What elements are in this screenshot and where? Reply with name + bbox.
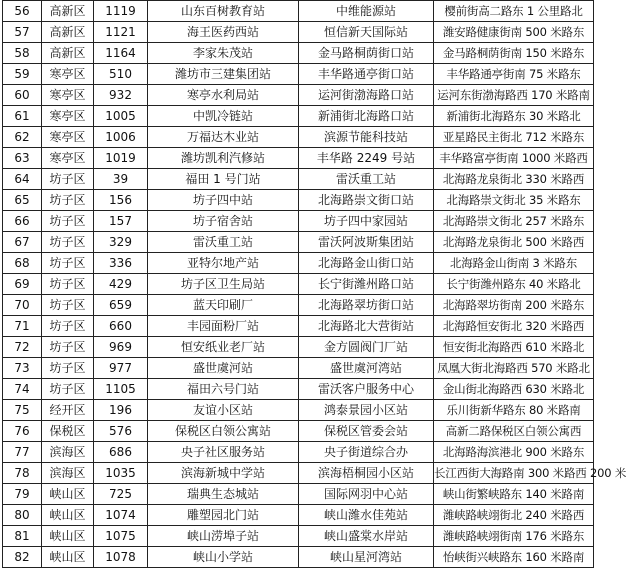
district-cell: 坊子区 [42,253,94,274]
bus-stop-cell: 金马路桐荫街口站 [299,43,434,64]
bus-stop-cell: 盛世虞河湾站 [299,358,434,379]
bus-stop-cell: 国际网羽中心站 [299,484,434,505]
table-row [3,85,594,106]
row-number-cell: 62 [3,127,42,148]
station-code-cell: 932 [94,85,148,106]
station-code-cell: 156 [94,190,148,211]
table-row [3,43,594,64]
district-cell: 滨海区 [42,442,94,463]
district-cell: 寒亭区 [42,64,94,85]
station-name-cell: 福田 1 号门站 [148,169,299,190]
table-row [3,358,594,379]
bus-stop-cell: 鸿泰景园小区站 [299,400,434,421]
district-cell: 坊子区 [42,169,94,190]
station-code-cell: 510 [94,64,148,85]
table-row [3,64,594,85]
table-row [3,190,594,211]
district-cell: 峡山区 [42,505,94,526]
row-number-cell: 79 [3,484,42,505]
station-code-cell: 1119 [94,1,148,22]
district-cell: 峡山区 [42,484,94,505]
bus-stop-cell: 滨海梧桐园小区站 [299,463,434,484]
station-code-cell: 429 [94,274,148,295]
row-number-cell: 66 [3,211,42,232]
station-name-cell: 海王医药西站 [148,22,299,43]
district-cell: 滨海区 [42,463,94,484]
table-row [3,253,594,274]
station-name-cell: 坊子区卫生局站 [148,274,299,295]
location-cell: 北海路翠坊街南 200 米路东 [434,295,594,316]
station-name-cell: 万福达木业站 [148,127,299,148]
row-number-cell: 68 [3,253,42,274]
district-cell: 寒亭区 [42,85,94,106]
location-cell: 北海路龙泉街北 500 米路西 [434,232,594,253]
table-row [3,1,594,22]
station-code-cell: 1075 [94,526,148,547]
location-cell: 北海路海滨港北 900 米路东 [434,442,594,463]
table-row [3,442,594,463]
location-cell: 金山街北海路西 630 米路北 [434,379,594,400]
location-cell: 运河东街渤海路西 170 米路南 [434,85,594,106]
table-row [3,127,594,148]
bus-stop-cell: 恒信新天国际站 [299,22,434,43]
district-cell: 高新区 [42,43,94,64]
district-cell: 峡山区 [42,526,94,547]
row-number-cell: 61 [3,106,42,127]
station-name-cell: 滨海新城中学站 [148,463,299,484]
station-table-body [3,1,626,568]
location-cell: 丰华路富亭街南 1000 米路西 [434,148,594,169]
station-name-cell: 潍坊凯利汽修站 [148,148,299,169]
station-name-cell: 蓝天印刷厂 [148,295,299,316]
station-code-cell: 1105 [94,379,148,400]
bus-stop-cell: 北海路北大营街站 [299,316,434,337]
location-cell: 怡峡街兴峡路东 160 米路南 [434,547,594,568]
location-cell: 潍峡路峡翊街北 240 米路西 [434,505,594,526]
location-cell: 峡山街繁峡路东 140 米路南 [434,484,594,505]
bus-stop-cell: 滨源节能科技站 [299,127,434,148]
location-cell: 樱前街高二路东 1 公里路北 [434,1,594,22]
station-code-cell: 1074 [94,505,148,526]
bus-stop-cell: 雷沃阿波斯集团站 [299,232,434,253]
station-name-cell: 寒亭水利局站 [148,85,299,106]
bus-stop-cell: 坊子四中家园站 [299,211,434,232]
station-code-cell: 725 [94,484,148,505]
row-number-cell: 64 [3,169,42,190]
district-cell: 坊子区 [42,316,94,337]
location-cell: 北海路龙泉街北 330 米路西 [434,169,594,190]
row-number-cell: 76 [3,421,42,442]
station-name-cell: 丰园面粉厂站 [148,316,299,337]
location-cell: 北海路崇文街北 257 米路东 [434,211,594,232]
row-number-cell: 73 [3,358,42,379]
bus-stop-cell: 金方圆阀门厂站 [299,337,434,358]
station-name-cell: 峡山小学站 [148,547,299,568]
station-code-cell: 576 [94,421,148,442]
row-number-cell: 70 [3,295,42,316]
district-cell: 坊子区 [42,295,94,316]
district-cell: 寒亭区 [42,106,94,127]
table-row [3,232,594,253]
district-cell: 峡山区 [42,547,94,568]
row-number-cell: 74 [3,379,42,400]
station-name-cell: 亚特尔地产站 [148,253,299,274]
table-row [3,484,594,505]
station-name-cell: 中凯冷链站 [148,106,299,127]
table-row [3,274,594,295]
location-cell: 北海路恒安街北 320 米路西 [434,316,594,337]
station-name-cell: 坊子宿舍站 [148,211,299,232]
district-cell: 经开区 [42,400,94,421]
location-cell: 北海路金山街南 3 米路东 [434,253,594,274]
table-row [3,316,594,337]
district-cell: 高新区 [42,1,94,22]
bus-stop-cell: 丰华路 2249 号站 [299,148,434,169]
table-row [3,379,594,400]
table-row [3,22,594,43]
station-name-cell: 李家朱茂站 [148,43,299,64]
row-number-cell: 67 [3,232,42,253]
bus-stop-cell: 保税区管委会站 [299,421,434,442]
station-name-cell: 福田六号门站 [148,379,299,400]
district-cell: 保税区 [42,421,94,442]
station-code-cell: 1005 [94,106,148,127]
bus-stop-cell: 雷沃重工站 [299,169,434,190]
station-code-cell: 659 [94,295,148,316]
station-name-cell: 雕塑园北门站 [148,505,299,526]
bus-stop-cell: 中维能源站 [299,1,434,22]
bus-stop-cell: 北海路翠坊街口站 [299,295,434,316]
row-number-cell: 71 [3,316,42,337]
row-number-cell: 58 [3,43,42,64]
location-cell: 北海路崇文街北 35 米路东 [434,190,594,211]
station-name-cell: 潍坊市三建集团站 [148,64,299,85]
station-code-cell: 196 [94,400,148,421]
location-cell: 恒安街北海路西 610 米路北 [434,337,594,358]
bus-stop-cell: 运河街渤海路口站 [299,85,434,106]
row-number-cell: 69 [3,274,42,295]
table-row [3,337,594,358]
table-row [3,421,594,442]
row-number-cell: 78 [3,463,42,484]
station-code-cell: 977 [94,358,148,379]
row-number-cell: 56 [3,1,42,22]
location-cell: 亚星路民主街北 712 米路东 [434,127,594,148]
station-code-cell: 1121 [94,22,148,43]
station-code-cell: 1006 [94,127,148,148]
table-row [3,148,594,169]
station-code-cell: 39 [94,169,148,190]
station-code-cell: 969 [94,337,148,358]
station-name-cell: 坊子四中站 [148,190,299,211]
location-cell: 金马路桐荫街南 150 米路东 [434,43,594,64]
location-cell: 潍峡路峡翊街南 176 米路东 [434,526,594,547]
table-row [3,295,594,316]
location-cell: 长江西街大海路南 300 米路西 200 米 [434,463,594,484]
station-table [2,0,626,568]
bus-stop-cell: 雷沃客户服务中心 [299,379,434,400]
station-code-cell: 686 [94,442,148,463]
station-code-cell: 660 [94,316,148,337]
district-cell: 坊子区 [42,232,94,253]
location-cell: 潍安路健康街南 500 米路东 [434,22,594,43]
location-cell: 凤凰大街北海路西 570 米路北 [434,358,594,379]
row-number-cell: 63 [3,148,42,169]
station-name-cell: 雷沃重工站 [148,232,299,253]
station-code-cell: 329 [94,232,148,253]
location-cell: 长宁街潍州路东 40 米路北 [434,274,594,295]
bus-stop-cell: 丰华路通亭街口站 [299,64,434,85]
station-name-cell: 山东百树教育站 [148,1,299,22]
bus-stop-cell: 峡山潍水佳苑站 [299,505,434,526]
station-code-cell: 1035 [94,463,148,484]
row-number-cell: 81 [3,526,42,547]
station-code-cell: 157 [94,211,148,232]
district-cell: 坊子区 [42,358,94,379]
row-number-cell: 60 [3,85,42,106]
table-row [3,211,594,232]
station-code-cell: 336 [94,253,148,274]
district-cell: 坊子区 [42,379,94,400]
table-row [3,505,594,526]
row-number-cell: 80 [3,505,42,526]
location-cell: 高新二路保税区白领公寓西 [434,421,594,442]
location-cell: 新浦街北海路东 30 米路北 [434,106,594,127]
district-cell: 坊子区 [42,211,94,232]
row-number-cell: 82 [3,547,42,568]
district-cell: 寒亭区 [42,148,94,169]
station-name-cell: 瑞典生态城站 [148,484,299,505]
table-row [3,547,594,568]
station-name-cell: 保税区白领公寓站 [148,421,299,442]
bus-stop-cell: 新浦街北海路口站 [299,106,434,127]
row-number-cell: 72 [3,337,42,358]
station-name-cell: 峡山涝埠子站 [148,526,299,547]
district-cell: 坊子区 [42,337,94,358]
table-row [3,169,594,190]
station-name-cell: 盛世虞河站 [148,358,299,379]
bus-stop-cell: 央子街道综合办 [299,442,434,463]
district-cell: 坊子区 [42,274,94,295]
row-number-cell: 75 [3,400,42,421]
district-cell: 寒亭区 [42,127,94,148]
row-number-cell: 59 [3,64,42,85]
station-table-sheet [2,0,626,573]
table-row [3,400,594,421]
bus-stop-cell: 北海路崇文街口站 [299,190,434,211]
row-number-cell: 57 [3,22,42,43]
station-name-cell: 央子社区服务站 [148,442,299,463]
table-row [3,526,594,547]
table-row [3,463,594,484]
station-name-cell: 恒安纸业老厂站 [148,337,299,358]
location-cell: 乐川街新华路东 80 米路南 [434,400,594,421]
district-cell: 坊子区 [42,190,94,211]
bus-stop-cell: 长宁街潍州路口站 [299,274,434,295]
table-row [3,106,594,127]
station-code-cell: 1078 [94,547,148,568]
station-name-cell: 友谊小区站 [148,400,299,421]
station-code-cell: 1164 [94,43,148,64]
station-code-cell: 1019 [94,148,148,169]
row-number-cell: 77 [3,442,42,463]
location-cell: 丰华路通亭街南 75 米路东 [434,64,594,85]
bus-stop-cell: 峡山星河湾站 [299,547,434,568]
row-number-cell: 65 [3,190,42,211]
bus-stop-cell: 北海路金山街口站 [299,253,434,274]
district-cell: 高新区 [42,22,94,43]
bus-stop-cell: 峡山盛棠水岸站 [299,526,434,547]
